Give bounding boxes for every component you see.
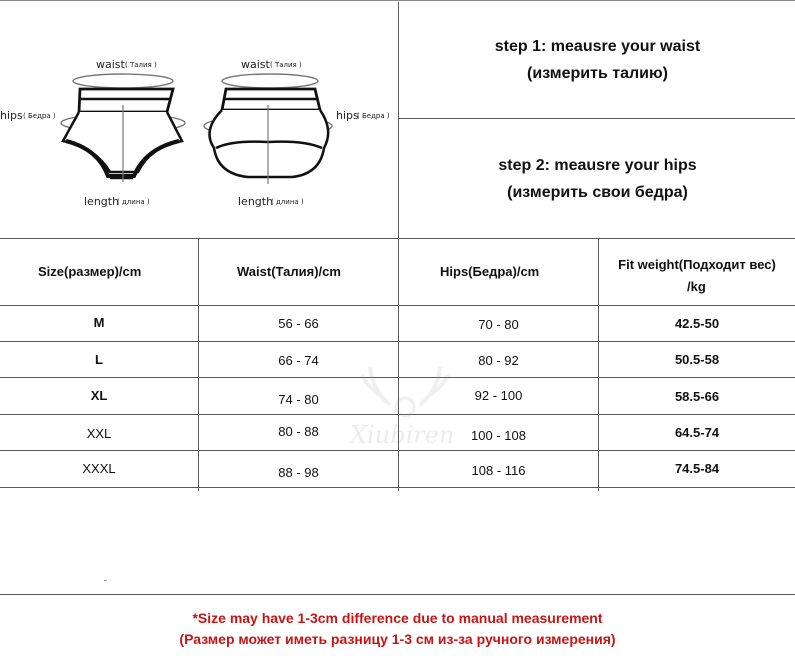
header-hips: Hips(Бедра)/cm	[440, 264, 540, 279]
header-fit-weight	[599, 254, 795, 298]
step-2-panel	[400, 152, 795, 206]
cell-waist: 74 - 80	[278, 392, 319, 407]
back-length-ru-label: ( длина )	[271, 198, 304, 206]
cell-fit-weight: 64.5-74	[674, 425, 720, 440]
cell-hips: 70 - 80	[478, 317, 519, 332]
watermark-text: Xiubiren	[350, 421, 455, 449]
cell-fit-weight: 74.5-84	[674, 461, 720, 476]
cell-fit-weight: 50.5-58	[674, 352, 720, 367]
front-brief-illustration	[0, 58, 185, 208]
cell-waist: 56 - 66	[278, 316, 319, 331]
cell-hips: 108 - 116	[471, 463, 526, 478]
cell-waist: 88 - 98	[278, 465, 319, 480]
front-waist-label: waist	[96, 58, 125, 71]
cell-fit-weight: 58.5-66	[674, 389, 720, 404]
header-fit-weight-line2: /kg	[687, 279, 706, 294]
cell-size: L	[95, 352, 103, 367]
front-hips-label: hips	[0, 109, 23, 122]
front-length-ru-label: ( длина )	[117, 198, 150, 206]
footer-divider	[0, 594, 795, 595]
cell-waist: 80 - 88	[278, 424, 319, 439]
cell-waist: 66 - 74	[278, 353, 319, 368]
back-brief-illustration	[204, 58, 390, 208]
step-divider	[398, 118, 795, 119]
top-border	[0, 0, 795, 1]
step-1-text: step 1: meausre your waist	[494, 38, 701, 55]
upper-divider	[398, 2, 399, 238]
size-difference-notice-ru: (Размер может иметь разницу 1-3 см из-за ручного измерения)	[179, 631, 616, 647]
size-difference-notice: *Size may have 1-3cm difference due to manual measurement	[192, 610, 603, 626]
header-fit-weight-line1: Fit weight(Подходит вес)	[618, 257, 776, 272]
step-1-panel	[400, 33, 795, 87]
back-waist-label: waist	[241, 58, 270, 71]
step-2-text: step 2: meausre your hips	[498, 157, 697, 174]
header-waist: Waist(Талия)/cm	[237, 264, 341, 279]
header-size: Size(размер)/cm	[38, 264, 142, 279]
front-waist-ru-label: ( Талия )	[125, 61, 157, 69]
cell-hips: 100 - 108	[471, 428, 526, 443]
back-length-label: length	[238, 195, 274, 208]
cell-size: XXL	[86, 426, 112, 441]
cell-size: XXXL	[82, 461, 116, 476]
cell-fit-weight: 42.5-50	[674, 316, 720, 331]
back-hips-label: hips	[336, 109, 359, 122]
measurement-diagram	[0, 50, 395, 220]
back-waist-ru-label: ( Талия )	[270, 61, 302, 69]
front-hips-ru-label: ( Бедра )	[23, 112, 56, 120]
step-2-ru-text: (измерить свои бедра)	[507, 184, 688, 201]
stray-mark	[104, 580, 107, 581]
back-hips-ru-label: ( Бедра )	[357, 112, 390, 120]
cell-hips: 80 - 92	[478, 353, 519, 368]
cell-size: XL	[90, 388, 108, 403]
cell-size: M	[93, 315, 105, 330]
cell-hips: 92 - 100	[474, 388, 523, 403]
front-length-label: length	[84, 195, 120, 208]
step-1-ru-text: (измерить талию)	[527, 65, 668, 82]
